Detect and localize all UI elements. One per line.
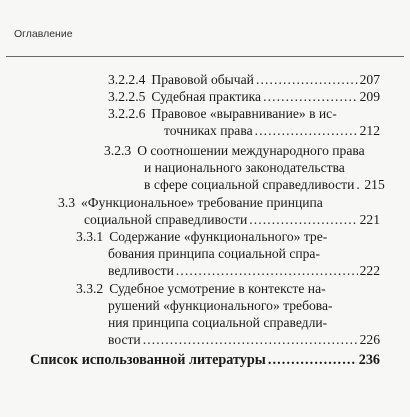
- toc-leader: [356, 176, 362, 193]
- toc-title: ведливости: [108, 263, 174, 278]
- toc-page-number: 212: [359, 123, 380, 138]
- toc-entry-3-2-3: [104, 142, 385, 193]
- header-rule: [6, 56, 404, 57]
- toc-page-number: 207: [359, 72, 380, 87]
- toc-number: 3.3.1: [76, 229, 104, 244]
- running-head: Оглавление: [14, 28, 73, 40]
- toc-number: 3.3: [58, 195, 75, 210]
- toc-leader: [255, 122, 358, 139]
- toc-title-line: Правовое «выравнивание» в ис-: [151, 106, 337, 121]
- toc-title-line: Судебное усмотрение в контексте на-: [109, 281, 326, 296]
- toc-title: Правовой обычай: [151, 72, 254, 87]
- toc-title: Список использованной литературы: [30, 352, 266, 368]
- toc-leader: [249, 211, 357, 228]
- toc-title-line: ния принципа социальной справедли-: [108, 315, 328, 330]
- toc-page-number: 222: [359, 263, 380, 278]
- toc-title-line: «Функциональное» требование принципа: [81, 195, 323, 210]
- toc-leader: [263, 88, 358, 105]
- toc-page-number: 209: [359, 89, 380, 104]
- toc-leader: [143, 331, 358, 348]
- toc-number: 3.2.2.6: [108, 106, 146, 121]
- toc-page-number: 236: [358, 352, 380, 368]
- toc-title: вости: [108, 332, 141, 347]
- toc-number: 3.2.2.5: [108, 89, 146, 104]
- toc-entry-3-2-2-6: [108, 105, 380, 139]
- toc-page-number: 226: [359, 332, 380, 347]
- toc-title-line: рушений «функционального» требова-: [108, 298, 333, 313]
- toc-title-line: О соотношении международного права: [137, 143, 365, 158]
- toc-entry-3-3-2: [76, 280, 380, 348]
- toc-title: в сфере социальной справедливости: [144, 177, 355, 192]
- toc-number: 3.2.2.4: [108, 72, 146, 87]
- toc-entry-bibliography: [30, 352, 380, 369]
- toc-leader: [176, 262, 358, 279]
- toc-leader: [268, 352, 357, 369]
- toc-page-number: 221: [359, 212, 380, 227]
- toc-title: точниках права: [164, 123, 253, 138]
- toc-entry-3-3-1: [76, 228, 380, 279]
- toc-entry-3-2-2-5: [108, 88, 380, 105]
- toc-number: 3.3.2: [76, 281, 104, 296]
- toc-title-line: и национального законодательства: [144, 160, 345, 175]
- toc-title-line: Содержание «функционального» тре-: [109, 229, 328, 244]
- toc-title: Судебная практика: [151, 89, 262, 104]
- toc-page-number: 215: [364, 177, 385, 192]
- toc-entry-3-3: [58, 194, 380, 228]
- toc-title: социальной справедливости: [84, 212, 248, 227]
- toc-title-line: бования принципа социальной спра-: [108, 246, 320, 261]
- toc-number: 3.2.3: [104, 143, 132, 158]
- toc-entry-3-2-2-4: [108, 71, 380, 88]
- toc-leader: [256, 71, 358, 88]
